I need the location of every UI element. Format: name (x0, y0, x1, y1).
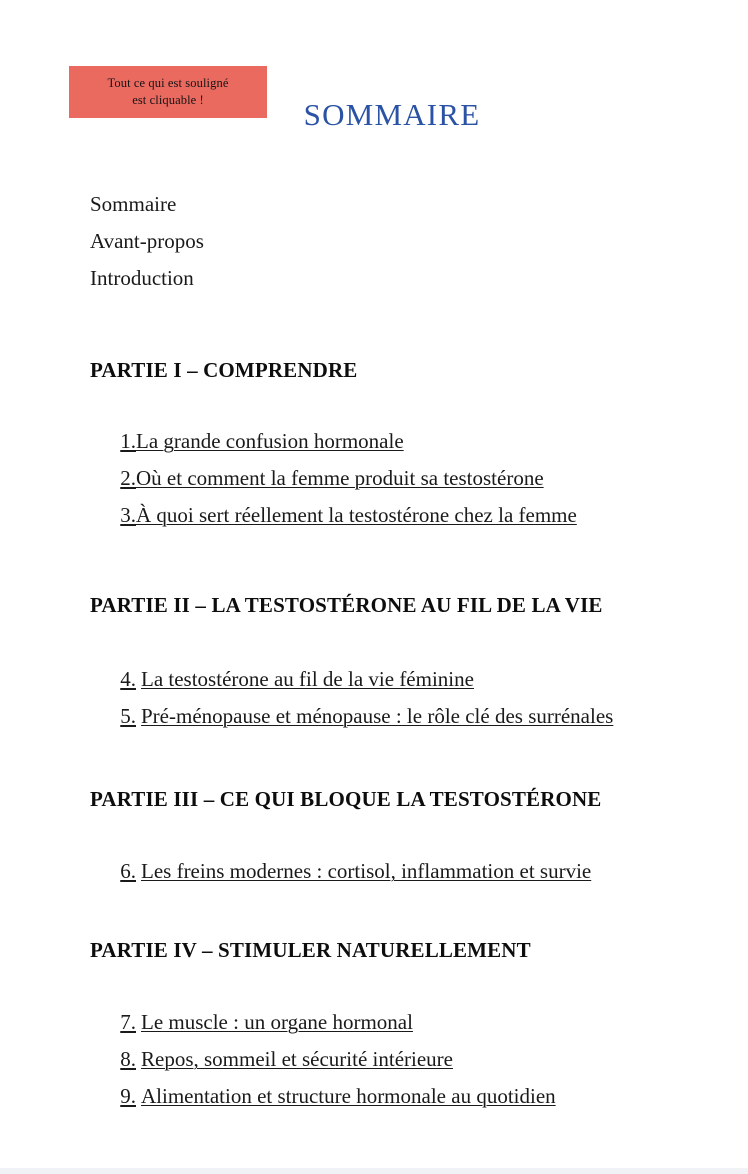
front-matter-list (0, 150, 748, 297)
list-item[interactable] (0, 1078, 748, 1115)
chapter-list-part-3 (0, 853, 748, 890)
part-heading-4: PARTIE IV – STIMULER NATURELLEMENT (90, 938, 531, 962)
chapter-number: 6. (120, 859, 136, 883)
chapter-link[interactable]: Où et comment la femme produit sa testostérone (136, 466, 544, 490)
part-heading-1: PARTIE I – COMPRENDRE (90, 358, 358, 382)
chapter-number: 3. (120, 503, 136, 527)
chapter-link[interactable]: À quoi sert réellement la testostérone chez la femme (136, 503, 577, 527)
callout-line-1: Tout ce qui est souligné (107, 76, 229, 91)
chapter-link[interactable]: Le muscle : un organe hormonal (141, 1010, 413, 1034)
list-item[interactable] (0, 661, 748, 698)
chapter-link[interactable]: Pré-ménopause et ménopause : le rôle clé des surrénales (141, 704, 614, 728)
chapter-number: 5. (120, 704, 136, 728)
part-heading-3: PARTIE III – CE QUI BLOQUE LA TESTOSTÉRONE (90, 787, 602, 811)
chapter-link[interactable]: La grande confusion hormonale (136, 429, 404, 453)
chapter-list-part-2 (0, 661, 748, 735)
list-item: Avant-propos (90, 229, 204, 253)
list-item[interactable] (0, 1004, 748, 1041)
callout-line-2: est cliquable ! (132, 93, 204, 107)
chapter-number: 9. (120, 1084, 136, 1108)
document-header (0, 0, 748, 150)
list-item: Introduction (90, 266, 194, 290)
list-item[interactable] (0, 1041, 748, 1078)
chapter-link[interactable]: Alimentation et structure hormonale au quotidien (141, 1084, 556, 1108)
page-bottom-edge (0, 1168, 748, 1174)
list-item[interactable] (0, 460, 748, 497)
chapter-number: 4. (120, 667, 136, 691)
list-item[interactable] (0, 853, 748, 890)
list-item[interactable] (0, 497, 748, 534)
chapter-number: 8. (120, 1047, 136, 1071)
table-of-contents (0, 150, 748, 1115)
chapter-link[interactable]: Repos, sommeil et sécurité intérieure (141, 1047, 453, 1071)
list-item: Sommaire (90, 192, 177, 216)
chapter-number: 7. (120, 1010, 136, 1034)
part-heading-2: PARTIE II – LA TESTOSTÉRONE AU FIL DE LA VIE (90, 593, 603, 617)
chapter-list-part-1 (0, 423, 748, 534)
chapter-link[interactable]: La testostérone au fil de la vie féminine (141, 667, 474, 691)
list-item[interactable] (0, 698, 748, 735)
list-item[interactable] (0, 423, 748, 460)
chapter-list-part-4 (0, 1004, 748, 1115)
chapter-number: 2. (120, 466, 136, 490)
chapter-number: 1. (120, 429, 136, 453)
chapter-link[interactable]: Les freins modernes : cortisol, inflammation et survie (141, 859, 592, 883)
page-title: SOMMAIRE (303, 97, 481, 132)
